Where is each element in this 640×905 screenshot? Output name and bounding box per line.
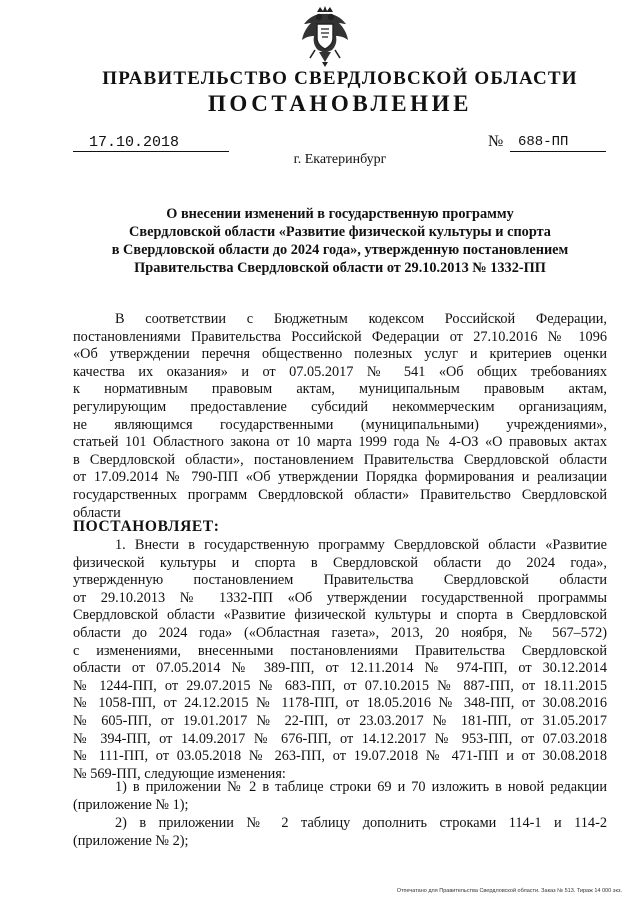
document-type-title: ПОСТАНОВЛЕНИЕ <box>207 91 473 116</box>
text-line: утвержденную постановлением Правительства Свердловской области <box>73 572 607 589</box>
text-line: физической культуры и спорта в Свердловской области до 2024 года», <box>73 554 607 571</box>
text-line: Свердловской области «Развитие физической культуры и спорта в Свердловской <box>73 607 607 624</box>
document-date: 17.10.2018 <box>73 134 229 152</box>
text-line: В соответствии с Бюджетным кодексом Российской Федерации, <box>115 311 607 327</box>
text-line: качества их оказания» и от 07.05.2017 № 541 «Об общих требованиях <box>73 363 607 380</box>
text-line: не являющимся государственными (муниципальными) учреждениями», <box>73 416 607 433</box>
text-line: «Об утверждении перечня общественно полезных услуг и критериев оценки <box>73 346 607 363</box>
text-line: (приложение № 2); <box>73 832 189 849</box>
coat-of-arms-icon <box>296 6 354 68</box>
preamble-paragraph <box>73 311 607 522</box>
subject-line: Свердловской области «Развитие физической культуры и спорта <box>129 224 551 240</box>
text-line: 1. Внести в государственную программу Свердловской области «Развитие <box>115 537 607 553</box>
text-line: статьей 101 Областного закона от 10 марта 1999 года № 4-ОЗ «О правовых актах <box>73 434 607 451</box>
print-footer: Отпечатано для Правительства Свердловской области. Заказ № 513. Тираж 14 000 экз. <box>396 888 622 894</box>
text-line: № 111-ПП, от 03.05.2018 № 263-ПП, от 19.07.2018 № 471-ПП и от 30.08.2018 <box>73 748 607 765</box>
text-line: № 1058-ПП, от 24.12.2015 № 1178-ПП, от 18.05.2016 № 348-ПП, от 30.08.2016 <box>73 695 607 712</box>
sub-item-1-paragraph <box>73 779 607 814</box>
text-line: государственных программ Свердловской области» Правительство Свердловской <box>73 486 607 503</box>
government-title: ПРАВИТЕЛЬСТВО СВЕРДЛОВСКОЙ ОБЛАСТИ <box>102 68 578 89</box>
text-line: от 29.10.2013 № 1332-ПП «Об утверждении государственной программы <box>73 589 607 606</box>
sub-item-2-paragraph <box>73 815 607 850</box>
text-line: № 569-ПП, следующие изменения: <box>73 765 286 782</box>
text-line: к нормативным правовым актам, муниципальным правовым актам, <box>73 381 607 398</box>
subject-line: О внесении изменений в государственную программу <box>166 206 514 222</box>
text-line: № 1244-ПП, от 29.07.2015 № 683-ПП, от 07.10.2015 № 887-ПП, от 18.11.2015 <box>73 677 607 694</box>
text-line: 2) в приложении № 2 таблицу дополнить строками 114-1 и 114-2 <box>115 815 607 831</box>
subject-line: Правительства Свердловской области от 29.10.2013 № 1332-ПП <box>134 260 546 276</box>
document-subject <box>80 205 600 277</box>
text-line: в Свердловской области», постановлением Правительства Свердловской области <box>73 451 607 468</box>
text-line: области от 07.05.2014 № 389-ПП, от 12.11.2014 № 974-ПП, от 30.12.2014 <box>73 660 607 677</box>
text-line: с изменениями, внесенными постановлениями Правительства Свердловской <box>73 642 607 659</box>
text-line: (приложение № 1); <box>73 796 189 813</box>
item-1-paragraph <box>73 537 607 783</box>
number-sign: № <box>488 133 504 150</box>
text-line: № 605-ПП, от 19.01.2017 № 22-ПП, от 23.03.2017 № 181-ПП, от 31.05.2017 <box>73 712 607 729</box>
text-line: от 17.09.2014 № 790-ПП «Об утверждении Порядка формирования и реализации <box>73 469 607 486</box>
city: г. Екатеринбург <box>293 152 387 167</box>
text-line: 1) в приложении № 2 в таблице строки 69 и 70 изложить в новой редакции <box>115 779 607 795</box>
text-line: постановлениями Правительства Российской Федерации от 27.10.2016 № 1096 <box>73 328 607 345</box>
text-line: области до 2024 года» («Областная газета», 2013, 20 ноября, № 567–572) <box>73 624 607 641</box>
resolves-heading: ПОСТАНОВЛЯЕТ: <box>73 518 220 535</box>
subject-line: в Свердловской области до 2024 года», утвержденную постановлением <box>111 242 569 258</box>
text-line: регулирующим предоставление субсидий некоммерческим организациям, <box>73 398 607 415</box>
text-line: № 394-ПП, от 14.09.2017 № 676-ПП, от 14.12.2017 № 953-ПП, от 07.03.2018 <box>73 730 607 747</box>
text-line: области <box>73 504 121 521</box>
document-number: 688-ПП <box>510 134 606 152</box>
